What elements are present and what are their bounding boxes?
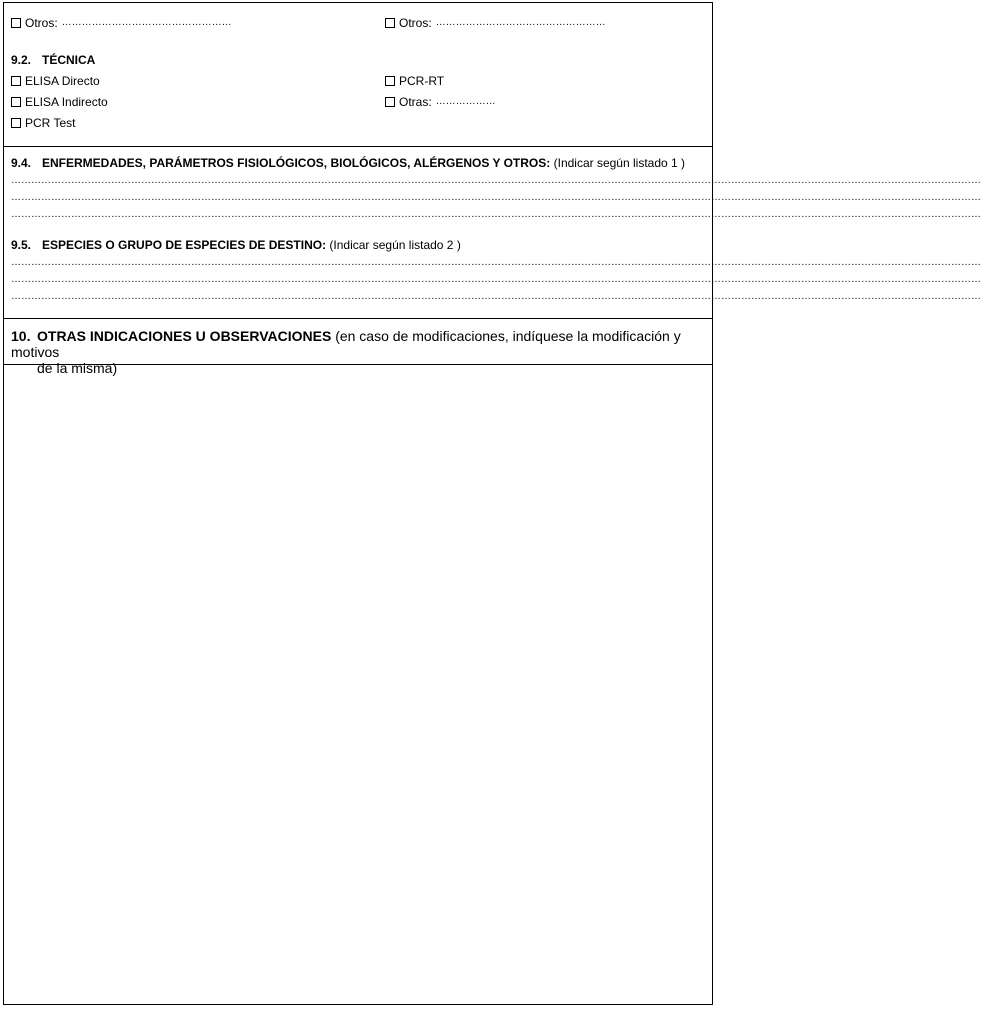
option-pcr-rt (385, 74, 444, 88)
diseases-line-1[interactable]: ………………………………………………………………………………………………………………………………………………………………………………………………………………………………………………………………… (11, 175, 981, 186)
observations-area[interactable] (4, 365, 712, 1004)
otras-label: Otras: (399, 95, 432, 109)
observations-note-line1: (en caso de modificaciones, indíquese la modificación y motivos (11, 328, 681, 360)
elisa-directo-checkbox[interactable] (11, 76, 21, 86)
diseases-line-2[interactable]: ………………………………………………………………………………………………………………………………………………………………………………………………………………………………………………………………… (11, 192, 981, 203)
other-left-row (11, 16, 232, 30)
tecnica-heading (11, 53, 95, 67)
option-pcr-test (11, 116, 75, 130)
diseases-title: ENFERMEDADES, PARÁMETROS FISIOLÓGICOS, BIOLÓGICOS, ALÉRGENOS Y OTROS: (42, 156, 551, 170)
diseases-number: 9.4. (11, 156, 32, 170)
section-diseases-species (4, 147, 981, 319)
tecnica-number: 9.2. (11, 53, 32, 67)
pcr-rt-checkbox[interactable] (385, 76, 395, 86)
section-observations-header (4, 319, 712, 376)
tecnica-title: TÉCNICA (42, 53, 96, 67)
observations-number: 10. (11, 328, 31, 344)
other-right-dots[interactable]: …………………………………………… (435, 17, 606, 28)
other-left-label: Otros: (25, 16, 58, 30)
diseases-heading (11, 156, 685, 170)
other-right-row (385, 16, 606, 30)
pcr-test-label: PCR Test (25, 116, 76, 130)
pcr-test-checkbox[interactable] (11, 118, 21, 128)
elisa-indirecto-label: ELISA Indirecto (25, 95, 108, 109)
observations-title: OTRAS INDICACIONES U OBSERVACIONES (37, 328, 332, 344)
otras-checkbox[interactable] (385, 97, 395, 107)
species-note: (Indicar según listado 2 ) (329, 238, 461, 252)
option-elisa-directo (11, 74, 100, 88)
other-left-checkbox[interactable] (11, 18, 21, 28)
species-line-2[interactable]: ………………………………………………………………………………………………………………………………………………………………………………………………………………………………………………………………… (11, 274, 981, 285)
other-right-checkbox[interactable] (385, 18, 395, 28)
diseases-line-3[interactable]: ………………………………………………………………………………………………………………………………………………………………………………………………………………………………………………………………… (11, 209, 981, 220)
other-left-dots[interactable]: …………………………………………… (61, 17, 232, 28)
species-number: 9.5. (11, 238, 32, 252)
elisa-directo-label: ELISA Directo (25, 74, 100, 88)
species-title: ESPECIES O GRUPO DE ESPECIES DE DESTINO: (42, 238, 327, 252)
elisa-indirecto-checkbox[interactable] (11, 97, 21, 107)
option-elisa-indirecto (11, 95, 108, 109)
species-line-1[interactable]: ………………………………………………………………………………………………………………………………………………………………………………………………………………………………………………………………… (11, 257, 981, 268)
observations-note-line2: de la misma) (37, 360, 118, 376)
other-right-label: Otros: (399, 16, 432, 30)
species-line-3[interactable]: ………………………………………………………………………………………………………………………………………………………………………………………………………………………………………………………………… (11, 291, 981, 302)
section-tecnica-block (4, 3, 712, 147)
option-otras (385, 95, 496, 109)
species-heading (11, 238, 461, 252)
otras-dots[interactable]: ……………… (435, 96, 496, 107)
pcr-rt-label: PCR-RT (399, 74, 445, 88)
form-frame (3, 2, 981, 1005)
diseases-note: (Indicar según listado 1 ) (553, 156, 686, 170)
